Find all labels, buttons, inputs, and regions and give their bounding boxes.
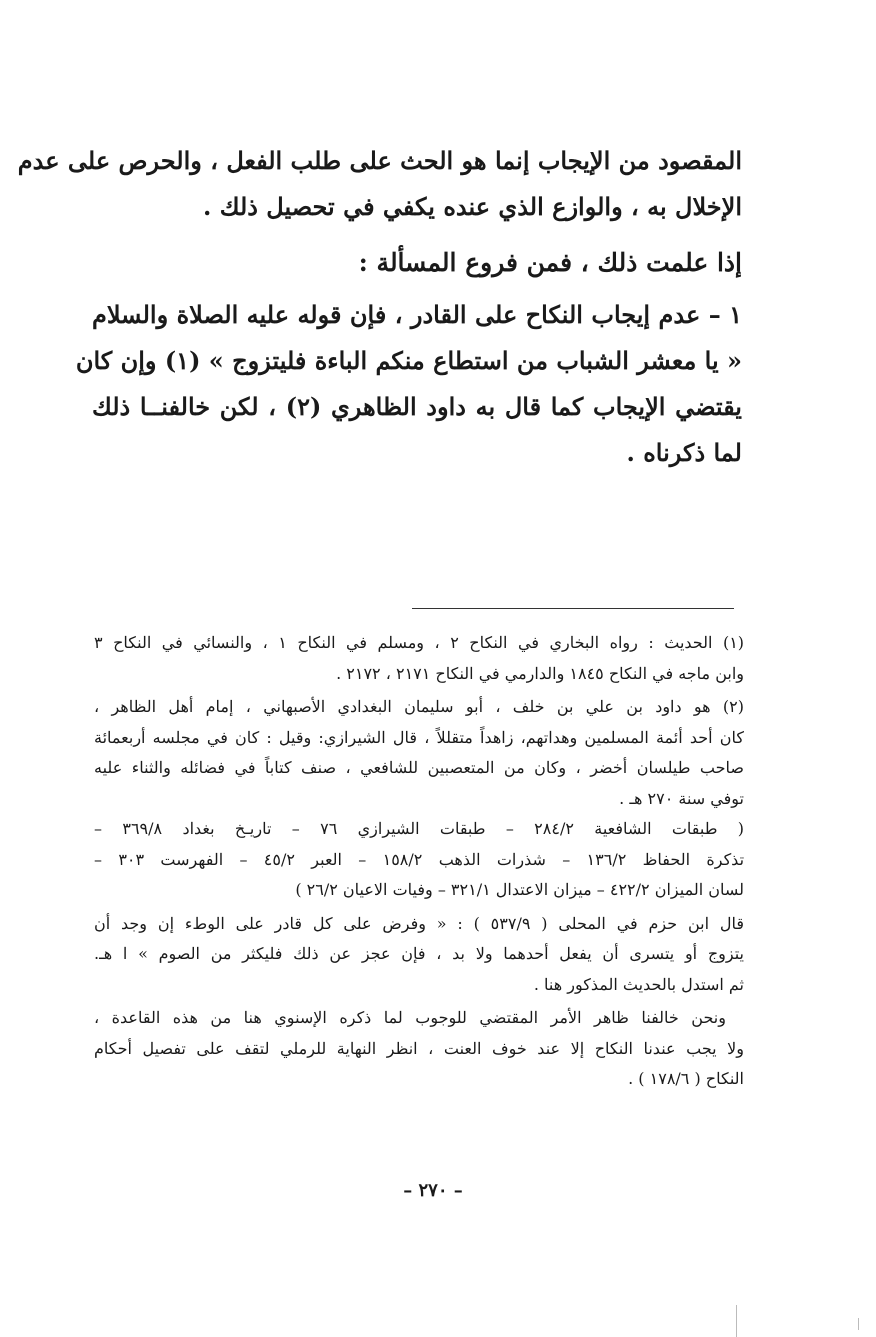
section-heading: إذا علمت ذلك ، فمن فروع المسألة : xyxy=(358,248,742,277)
main-text-line: المقصود من الإيجاب إنما هو الحث على طلب الفعل ، والحرص على عدم xyxy=(17,146,742,175)
footnote-line: توفي سنة ٢٧٠ هـ . xyxy=(619,788,744,808)
footnote-reference-line: تذكرة الحفاظ ١٣٦/٢ – شذرات الذهب ١٥٨/٢ – العبر ٤٥/٢ – الفهرست ٣٠٣ – xyxy=(94,849,745,869)
scan-edge-mark xyxy=(736,1305,737,1337)
footnote-line: قال ابن حزم في المحلى ( ٥٣٧/٩ ) : « وفرض على كل قادر على الوطء إن وجد أن xyxy=(94,913,745,933)
footnote-separator xyxy=(412,608,734,609)
footnote-line: ونحن خالفنا ظاهر الأمر المقتضي للوجوب لما ذكره الإسنوي هنا من هذه القاعدة ، xyxy=(94,1008,726,1027)
footnotes-block xyxy=(94,628,744,1095)
main-text-block xyxy=(17,138,742,476)
footnote-line: وابن ماجه في النكاح ١٨٤٥ والدارمي في النكاح ٢١٧١ ، ٢١٧٢ . xyxy=(336,663,744,683)
main-text-line: الإخلال به ، والوازع الذي عنده يكفي في تحصيل ذلك . xyxy=(203,192,742,221)
scan-edge-mark xyxy=(858,1318,859,1330)
footnote-line: ولا يجب عندنا النكاح إلا عند خوف العنت ، انظر النهاية للرملي لتقف على تفصيل أحكام xyxy=(94,1038,744,1058)
footnote-reference-line: لسان الميزان ٤٢٢/٢ – ميزان الاعتدال ٣٢١/١ – وفيات الاعيان ٢٦/٢ ) xyxy=(295,880,744,899)
main-text-line: ١ – عدم إيجاب النكاح على القادر ، فإن قوله عليه الصلاة والسلام xyxy=(92,300,742,329)
footnote-line: النكاح ( ١٧٨/٦ ) . xyxy=(628,1069,744,1088)
footnote-line: كان أحد أئمة المسلمين وهداتهم، زاهداً متقللاً ، قال الشيرازي: وقيل : كان في مجلسه أربعمائة xyxy=(94,727,744,747)
footnote-line: يتزوج أو يتسرى أن يفعل أحدهما ولا بد ، فإن عجز عن ذلك فليكثر من الصوم » ا هـ. xyxy=(94,944,745,963)
footnote-line: (١) الحديث : رواه البخاري في النكاح ٢ ، ومسلم في النكاح ١ ، والنسائي في النكاح ٣ xyxy=(94,633,745,652)
footnote-line: ثم استدل بالحديث المذكور هنا . xyxy=(533,974,744,994)
footnote-line: صاحب طيلسان أخضر ، وكان من المتعصبين للشافعي ، صنف كتاباً في فضائله والثناء عليه xyxy=(94,758,744,777)
main-text-line: لما ذكرناه . xyxy=(626,438,742,467)
main-text-line: « يا معشر الشباب من استطاع منكم الباءة فليتزوج » (١) وإن كان xyxy=(75,346,742,375)
page-number: – ٢٧٠ – xyxy=(403,1180,463,1201)
footnote-line: (٢) هو داود بن علي بن خلف ، أبو سليمان البغدادي الأصبهاني ، إمام أهل الظاهر ، xyxy=(94,697,744,716)
footnote-reference-line: ( طبقات الشافعية ٢٨٤/٢ – طبقات الشيرازي ٧٦ – تاريـخ بغداد ٣٦٩/٨ – xyxy=(94,819,745,838)
main-text-line: يقتضي الإيجاب كما قال به داود الظاهري (٢) ، لكن خالفنــا ذلك xyxy=(92,392,742,421)
